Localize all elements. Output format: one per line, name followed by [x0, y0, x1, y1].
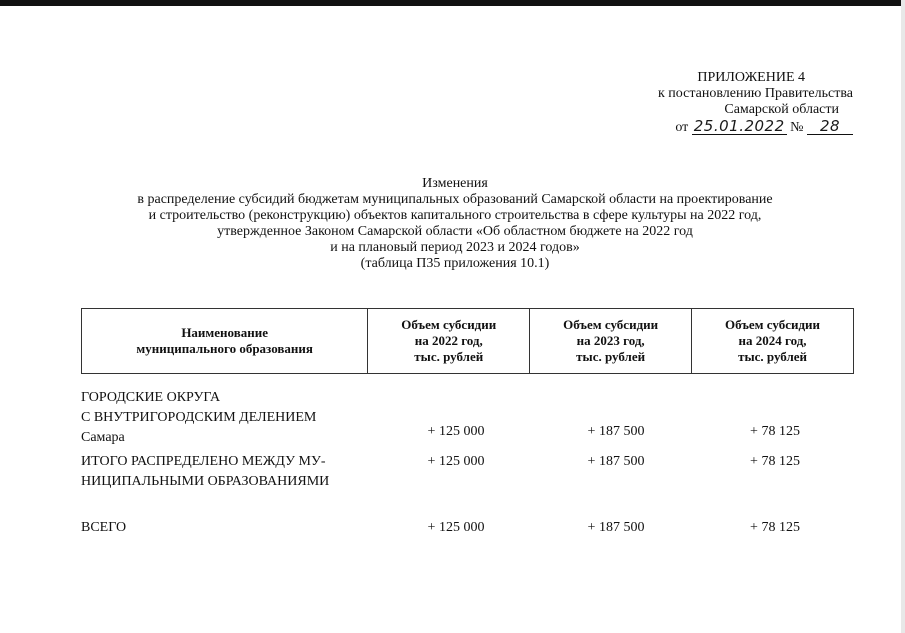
header-line: тыс. рублей: [738, 349, 808, 364]
subtotal-label-line: НИЦИПАЛЬНЫМИ ОБРАЗОВАНИЯМИ: [81, 474, 330, 489]
column-header-municipality: [82, 309, 368, 374]
value-2024: + 78 125: [750, 454, 800, 469]
scan-right-edge: [901, 0, 905, 633]
subtotal-label: [81, 452, 371, 492]
value-2024: + 78 125: [750, 520, 800, 535]
municipality-name: Самара: [81, 430, 125, 445]
subsidy-table-header: [81, 308, 854, 374]
heading-line: и строительство (реконструкцию) объектов капитального строительства в сфере культуры на 2022 год,: [148, 208, 762, 223]
group-label: [81, 388, 371, 428]
value-2023: + 187 500: [587, 520, 645, 535]
column-header-2023: [530, 309, 692, 374]
number-sign: №: [790, 120, 804, 135]
approval-stamp-block: [613, 70, 853, 136]
value-2024: + 78 125: [750, 424, 800, 439]
heading-line: и на плановый период 2023 и 2024 годов»: [330, 240, 580, 255]
group-label-line: ГОРОДСКИЕ ОКРУГА: [81, 390, 221, 405]
value-2022: + 125 000: [427, 520, 485, 535]
value-2023: + 187 500: [587, 424, 645, 439]
column-header-2022: [368, 309, 530, 374]
handwritten-date: 25.01.2022: [693, 117, 785, 135]
scan-top-edge: [0, 0, 905, 6]
header-line: Объем субсидии: [563, 317, 659, 332]
header-line: на 2022 год,: [414, 333, 483, 348]
date-number-line: [613, 119, 853, 136]
header-line: Объем субсидии: [725, 317, 821, 332]
header-line: на 2023 год,: [576, 333, 645, 348]
group-label-line: С ВНУТРИГОРОДСКИМ ДЕЛЕНИЕМ: [81, 410, 317, 425]
region-name: Самарской области: [724, 102, 839, 117]
resolution-reference: к постановлению Правительства: [657, 86, 853, 101]
header-line: муниципального образования: [136, 341, 313, 356]
heading-line: в распределение субсидий бюджетам муниципальных образований Самарской области на проектирование: [137, 192, 773, 207]
heading-line: (таблица П35 приложения 10.1): [360, 256, 550, 271]
header-line: Объем субсидии: [401, 317, 497, 332]
value-2022: + 125 000: [427, 454, 485, 469]
header-line: на 2024 год,: [738, 333, 807, 348]
value-2023: + 187 500: [587, 454, 645, 469]
header-line: Наименование: [181, 325, 268, 340]
column-header-2024: [692, 309, 854, 374]
heading-title: Изменения: [422, 176, 488, 191]
header-line: тыс. рублей: [576, 349, 646, 364]
from-prefix: от: [675, 120, 689, 135]
heading-line: утвержденное Законом Самарской области «Об областном бюджете на 2022 год: [217, 224, 693, 239]
subtotal-label-line: ИТОГО РАСПРЕДЕЛЕНО МЕЖДУ МУ-: [81, 454, 326, 469]
total-label: ВСЕГО: [81, 520, 127, 535]
value-2022: + 125 000: [427, 424, 485, 439]
document-heading: [60, 176, 850, 272]
header-line: тыс. рублей: [414, 349, 484, 364]
appendix-number: ПРИЛОЖЕНИЕ 4: [697, 70, 805, 85]
handwritten-number: 28: [807, 119, 853, 135]
